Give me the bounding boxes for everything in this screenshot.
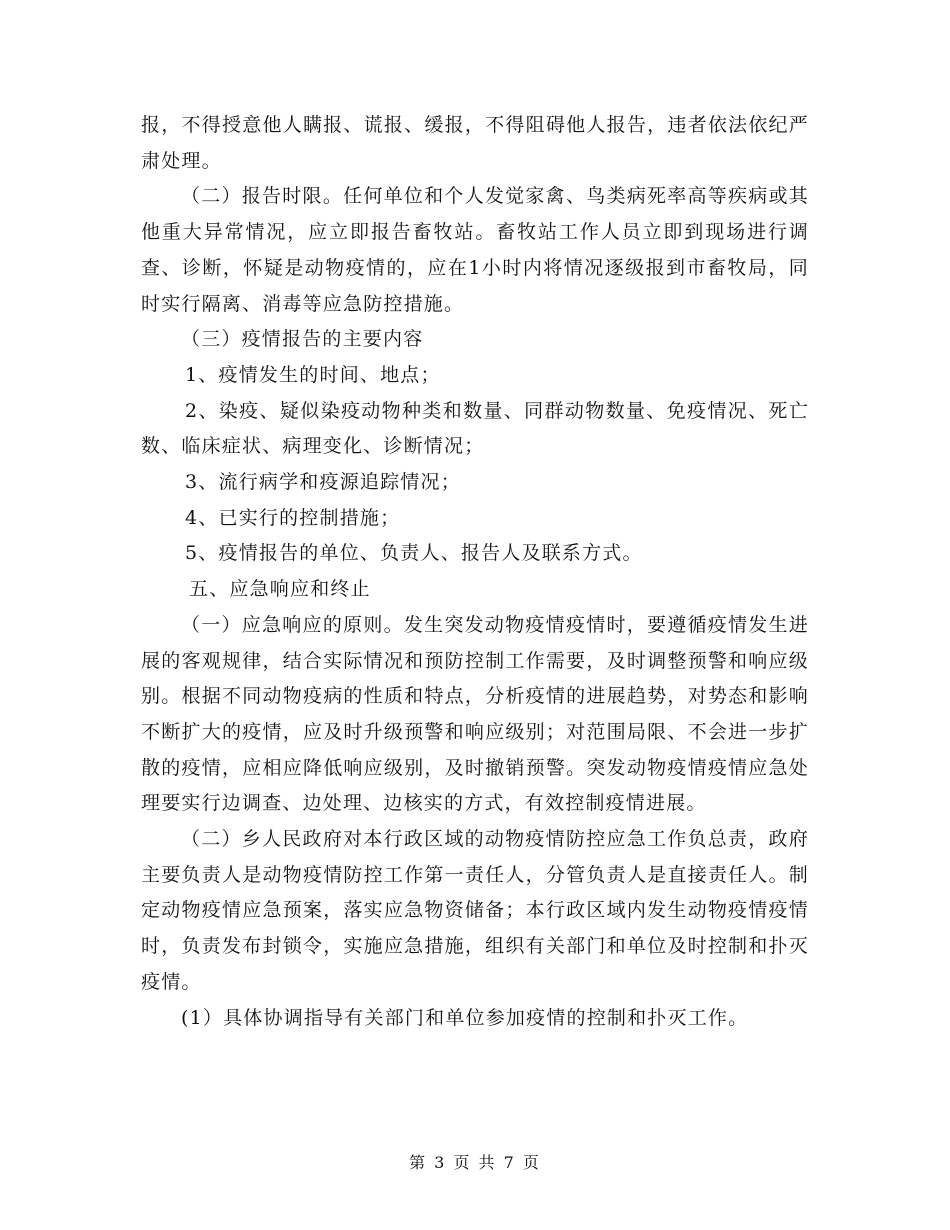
paragraph-coordination-item: (1）具体协调指导有关部门和单位参加疫情的控制和扑灭工作。 [181, 1006, 749, 1029]
document-body [141, 108, 809, 1036]
list-item-4: 4、已实行的控制措施； [185, 506, 401, 529]
paragraph-report-contents-heading: （三）疫情报告的主要内容 [181, 328, 424, 351]
section-heading-emergency-response: 五、应急响应和终止 [189, 578, 371, 601]
paragraph-response-principles: （一）应急响应的原则。发生突发动物疫情疫情时，要遵循疫情发生进展的客观规律，结合实际情况和预防控制工作需要，及时调整预警和响应级别。根据不同动物疫病的性质和特点，分析疫情的进展趋势，对势态和影响不断扩大的疫情，应及时升级预警和响应级别；对范围局限、不会进一步扩散的疫情，应相应降低响应级别，及时撤销预警。突发动物疫情疫情应急处理要实行边调查、边处理、边核实的方式，有效控制疫情进展。 [141, 613, 809, 815]
list-item-5: 5、疫情报告的单位、负责人、报告人及联系方式。 [185, 542, 643, 565]
list-item-2: 2、染疫、疑似染疫动物种类和数量、同群动物数量、免疫情况、死亡数、临床症状、病理变化、诊断情况； [141, 399, 809, 458]
paragraph-report-time-limit: （二）报告时限。任何单位和个人发觉家禽、鸟类病死率高等疾病或其他重大异常情况，应立即报告畜牧站。畜牧站工作人员立即到现场进行调查、诊断，怀疑是动物疫情的，应在1小时内将情况逐级报到市畜牧局，同时实行隔离、消毒等应急防控措施。 [141, 185, 809, 315]
list-item-1: 1、疫情发生的时间、地点； [185, 363, 441, 386]
list-item-3: 3、流行病学和疫源追踪情况； [185, 471, 461, 494]
page-number-footer: 第 3 页 共 7 页 [409, 1153, 541, 1172]
paragraph-township-government: （二）乡人民政府对本行政区域的动物疫情防控应急工作负总责，政府主要负责人是动物疫情防控工作第一责任人，分管负责人是直接责任人。制定动物疫情应急预案，落实应急物资储备；本行政区域内发生动物疫情疫情时，负责发布封锁令，实施应急措施，组织有关部门和单位及时控制和扑灭疫情。 [141, 828, 809, 993]
paragraph-continuation: 报，不得授意他人瞒报、谎报、缓报，不得阻碍他人报告，违者依法依纪严肃处理。 [141, 114, 809, 172]
